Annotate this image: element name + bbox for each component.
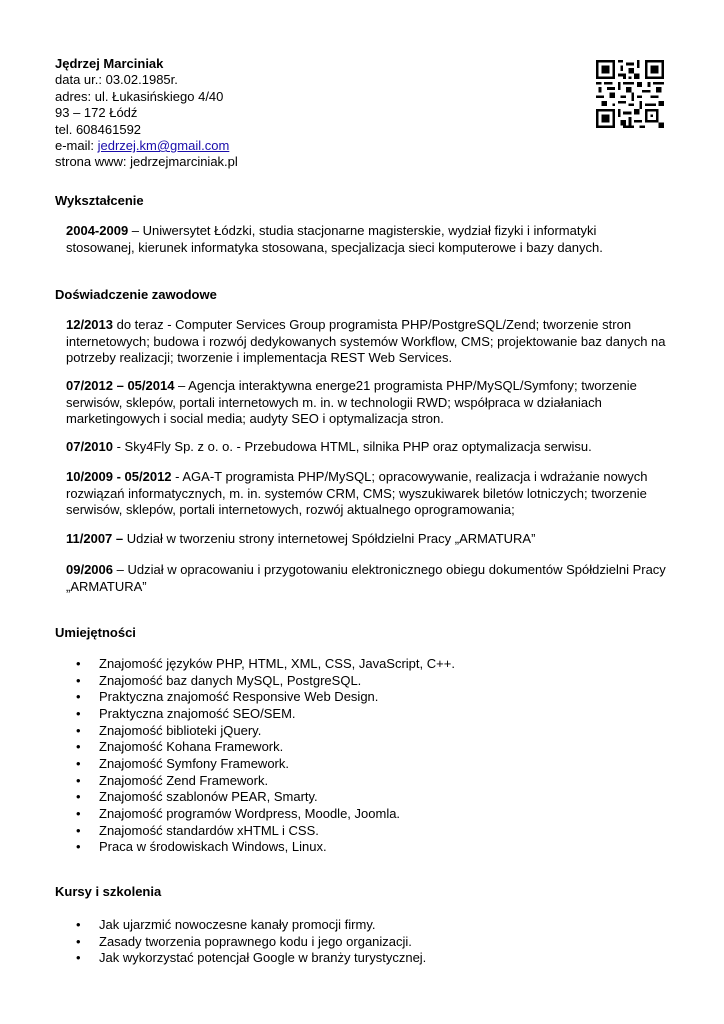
list-item: • Znajomość języków PHP, HTML, XML, CSS, JavaScript, C++. <box>66 656 455 673</box>
entry-text: Udział w tworzeniu strony internetowej Spółdzielni Pracy „ARMATURA” <box>123 531 536 546</box>
website: strona www: jedrzejmarciniak.pl <box>55 154 238 170</box>
list-item: • Znajomość baz danych MySQL, PostgreSQL. <box>66 673 455 690</box>
list-item: • Praktyczna znajomość Responsive Web Design. <box>66 689 455 706</box>
list-item: • Znajomość standardów xHTML i CSS. <box>66 823 455 840</box>
skills-title: Umiejętności <box>55 625 136 640</box>
list-item: • Znajomość programów Wordpress, Moodle, Joomla. <box>66 806 455 823</box>
entry-text: – Agencja interaktywna energe21 programista PHP/MySQL/Symfony; tworzenie serwisów, sklepów, portali internetowych m. in. w technologii RWD; współpraca w działaniach marketingowych i social media; audyty SEO i optymalizacja stron. <box>66 378 637 427</box>
email-line <box>55 138 238 154</box>
experience-entry <box>66 469 666 519</box>
skills-list <box>66 656 455 856</box>
list-item: • Znajomość szablonów PEAR, Smarty. <box>66 789 455 806</box>
list-item: • Zasady tworzenia poprawnego kodu i jego organizacji. <box>66 934 426 951</box>
qr-code-icon <box>596 60 664 128</box>
entry-date: 12/2013 <box>66 317 113 332</box>
city: 93 – 172 Łódź <box>55 105 138 121</box>
list-item: • Praca w środowiskach Windows, Linux. <box>66 839 455 856</box>
email-link[interactable]: jedrzej.km@gmail.com <box>97 138 230 154</box>
entry-date: 11/2007 – <box>66 531 124 546</box>
entry-date: 10/2009 - 05/2012 <box>66 469 172 484</box>
email-label: e-mail: <box>55 138 98 154</box>
person-name: Jędrzej Marciniak <box>55 56 164 71</box>
entry-date: 07/2010 <box>66 439 113 454</box>
list-item: • Znajomość Kohana Framework. <box>66 739 455 756</box>
phone: tel. 608461592 <box>55 121 142 137</box>
experience-entry <box>66 439 666 456</box>
list-item: • Znajomość Symfony Framework. <box>66 756 455 773</box>
list-item: • Jak wykorzystać potencjał Google w branży turystycznej. <box>66 950 426 967</box>
entry-date: 2004-2009 <box>66 223 129 238</box>
list-item: • Znajomość Zend Framework. <box>66 773 455 790</box>
experience-entry <box>66 531 666 548</box>
entry-date: 07/2012 – 05/2014 <box>66 378 175 393</box>
courses-list <box>66 917 426 967</box>
contact-header <box>55 56 238 171</box>
experience-entry <box>66 378 666 428</box>
entry-date: 09/2006 <box>66 562 113 577</box>
education-entry <box>66 223 666 256</box>
entry-text: – Uniwersytet Łódzki, studia stacjonarne magisterskie, wydział fizyki i informatyki stosowanej, kierunek informatyka stosowana, specjalizacja sieci komputerowe i bazy danych. <box>66 223 603 255</box>
list-item: • Praktyczna znajomość SEO/SEM. <box>66 706 455 723</box>
experience-entry <box>66 317 666 367</box>
education-title: Wykształcenie <box>55 193 144 208</box>
list-item: • Jak ujarzmić nowoczesne kanały promocji firmy. <box>66 917 426 934</box>
entry-text: - AGA-T programista PHP/MySQL; opracowywanie, realizacja i wdrażanie nowych rozwiązań informatycznych, m. in. systemów CRM, CMS; wyszukiwarek biletów lotniczych; tworzenie serwisów, sklepów, portali internetowych, rozwój aktualnego oprogramowania; <box>66 469 648 518</box>
list-item: • Znajomość biblioteki jQuery. <box>66 723 455 740</box>
entry-text: – Udział w opracowaniu i przygotowaniu elektronicznego obiegu dokumentów Spółdzielni Pracy „ARMATURA” <box>66 562 666 594</box>
entry-text: - Sky4Fly Sp. z o. o. - Przebudowa HTML, silnika PHP oraz optymalizacja serwisu. <box>113 439 592 454</box>
address: adres: ul. Łukasińskiego 4/40 <box>55 88 224 104</box>
birth-date: data ur.: 03.02.1985r. <box>55 72 178 88</box>
experience-entry <box>66 562 666 595</box>
courses-title: Kursy i szkolenia <box>55 884 162 899</box>
entry-text: do teraz - Computer Services Group programista PHP/PostgreSQL/Zend; tworzenie stron internetowych; budowa i rozwój dedykowanych systemów Workflow, CMS; projektowanie baz danych na potrzeby realizacji; tworzenie i implementacja REST Web Services. <box>66 317 666 366</box>
experience-title: Doświadczenie zawodowe <box>55 287 217 302</box>
